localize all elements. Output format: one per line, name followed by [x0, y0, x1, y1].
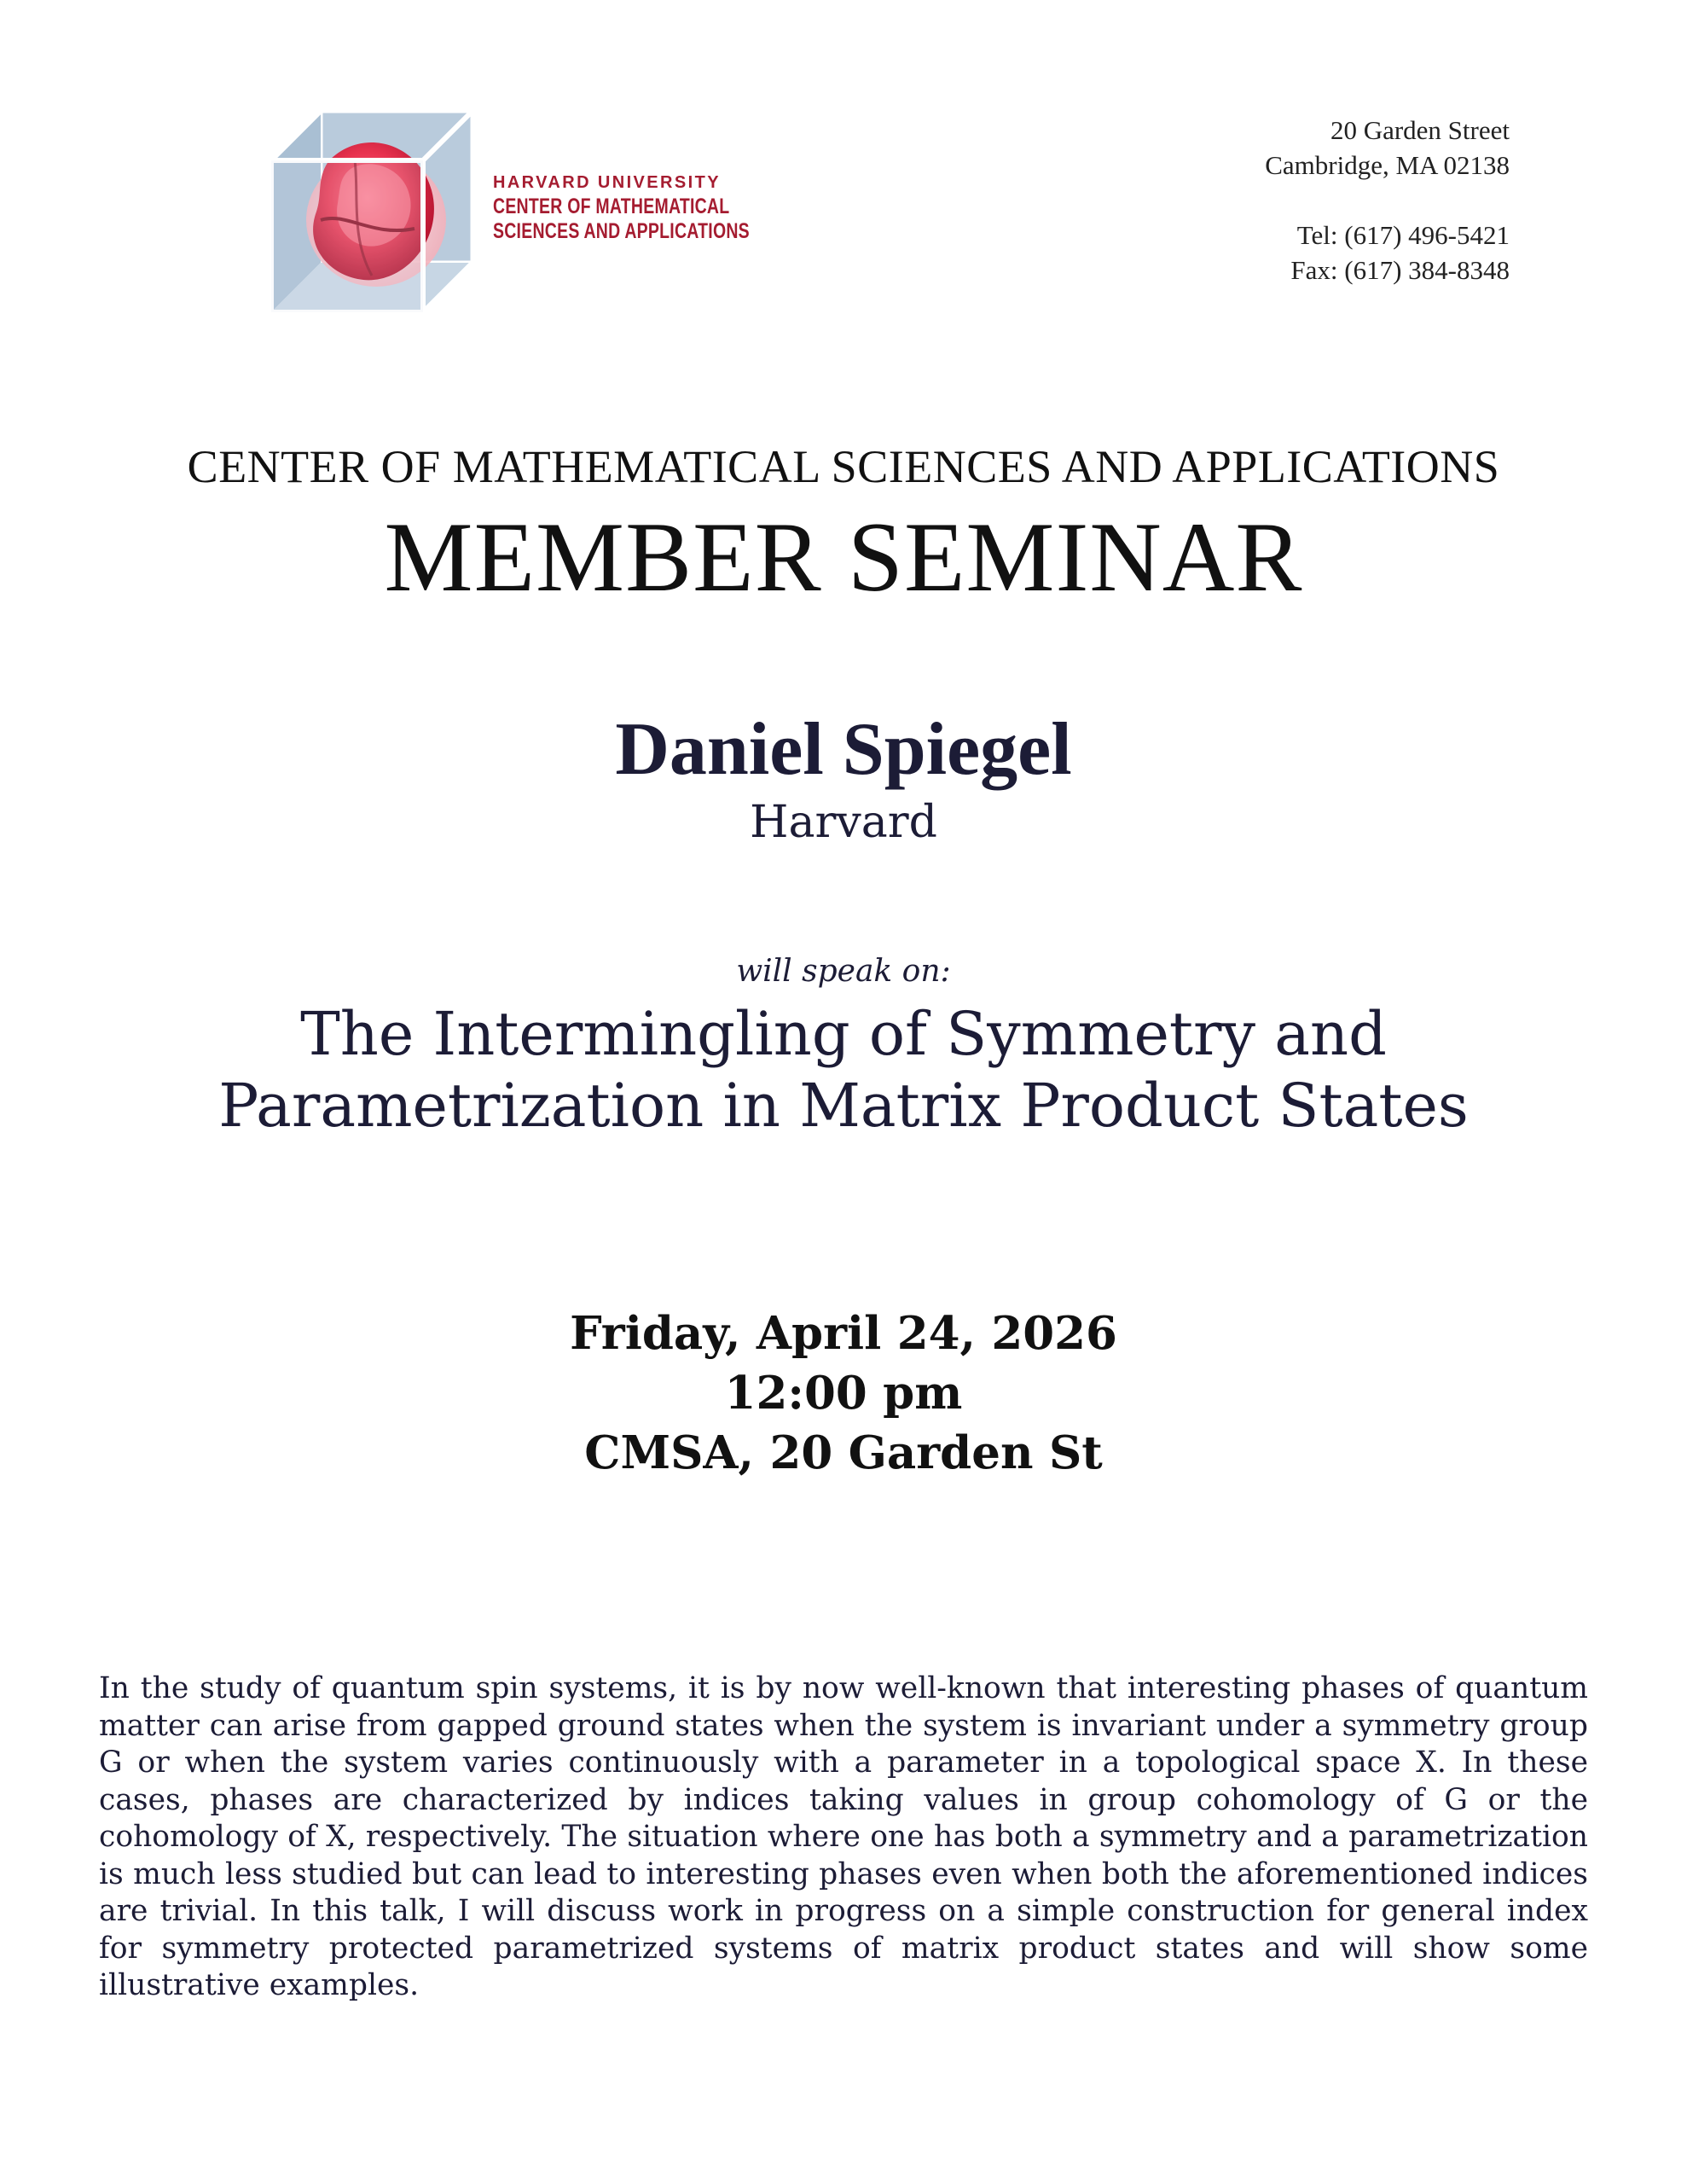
talk-title-line2: Parametrization in Matrix Product States: [218, 1071, 1469, 1141]
logo-center-line1: CENTER OF MATHEMATICAL: [493, 195, 730, 218]
address-fax: Fax: (617) 384-8348: [1290, 255, 1510, 285]
cmsa-logo: [270, 109, 781, 314]
talk-title: [0, 998, 1687, 1141]
address-city: Cambridge, MA 02138: [1265, 150, 1510, 180]
logo-university: HARVARD UNIVERSITY: [493, 173, 721, 192]
event-time: 12:00 pm: [724, 1367, 963, 1420]
seminar-title: MEMBER SEMINAR: [384, 502, 1303, 613]
speaker-name: Daniel Spiegel: [615, 708, 1072, 791]
event-location: CMSA, 20 Garden St: [584, 1426, 1103, 1479]
address-block: [1265, 113, 1510, 288]
address-tel: Tel: (617) 496-5421: [1296, 220, 1510, 250]
will-speak-label: will speak on:: [736, 954, 951, 989]
address-street: 20 Garden Street: [1330, 115, 1510, 145]
center-name-heading: CENTER OF MATHEMATICAL SCIENCES AND APPLICATIONS: [187, 441, 1500, 492]
logo-text: [493, 174, 822, 246]
logo-center-line2: SCIENCES AND APPLICATIONS: [493, 219, 750, 243]
event-info: [0, 1304, 1687, 1483]
event-date: Friday, April 24, 2026: [570, 1307, 1117, 1360]
cube-logo-icon: [270, 109, 474, 314]
speaker-affiliation: Harvard: [750, 797, 937, 848]
talk-title-line1: The Intermingling of Symmetry and: [300, 999, 1387, 1069]
abstract-text: In the study of quantum spin systems, it is by now well-known that interesting phases of quantum matter can arise from gapped ground states when the system is invariant under a symmetry group G or when the system varies continuously with a parameter in a topological space X. In these cases, phases are characterized by indices taking values in group cohomology of G or the cohomology of X, respectively. The situation where one has both a symmetry and a parametrization is much less studied but can lead to interesting phases even when both the aforementioned indices are trivial. In this talk, I will discuss work in progress on a simple construction for general index for symmetry protected parametrized systems of matrix product states and will show some illustrative examples.: [99, 1671, 1588, 2002]
